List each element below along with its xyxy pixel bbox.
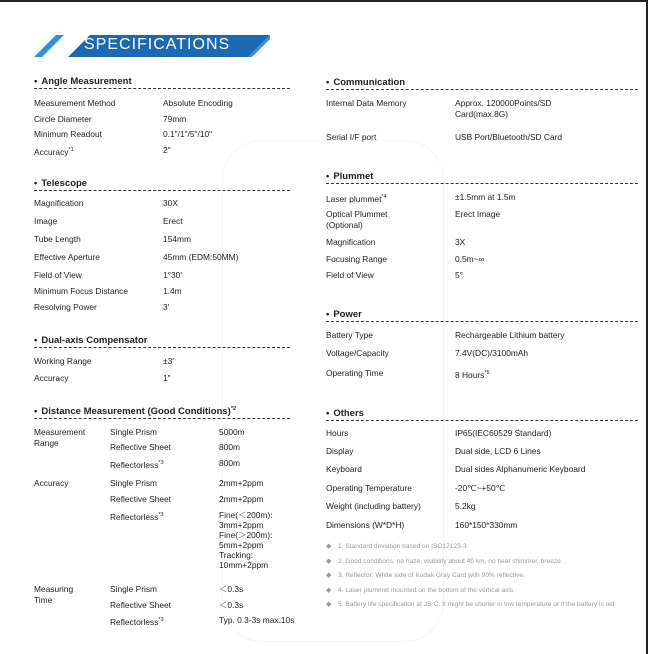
spec-label: Field of View [34, 270, 82, 280]
spec-value: Rechargeable Lithium battery [455, 330, 565, 340]
spec-value: Erect Image [455, 209, 501, 219]
top-border [0, 0, 648, 2]
spec-value: 45mm (EDM:50MM) [163, 252, 239, 262]
bullet: • [34, 406, 38, 418]
banner-stripe-accent [34, 35, 64, 57]
note-text: 3. Reflector: White side of Kodak Gray Card with 90% reflective. [338, 572, 525, 579]
spec-value: Dual sides Alphanumeric Keyboard [455, 464, 586, 474]
spec-label: Display [326, 446, 354, 456]
footnote-marker: *4 [381, 194, 387, 200]
section-title: Angle Measurement [41, 76, 132, 87]
spec-label: Circle Diameter [34, 114, 92, 124]
spec-label: Minimum Focus Distance [34, 286, 129, 296]
footnote [326, 558, 636, 567]
section-title: Communication [333, 77, 406, 88]
spec-value: ±3' [163, 356, 174, 366]
footnote [326, 601, 636, 610]
note-marker: ◆ [326, 601, 332, 608]
spec-label: Laser plummet$^{*4}$ [326, 193, 387, 204]
telescope-heading [34, 178, 87, 190]
measure-value: 5000m [219, 427, 245, 437]
distance-group-label: Accuracy [34, 478, 69, 488]
measure-mode: Reflectorless$^{*3}$ [110, 616, 164, 627]
note-text: 4. Laser plummet mounted on the bottom of the vertical axis. [338, 586, 516, 594]
measure-value: ＜0.3s [219, 600, 244, 610]
bullet: • [34, 335, 38, 346]
plummet-heading [326, 171, 373, 183]
spec-value: Approx. 120000Points/SD Card(max.8G) [455, 98, 552, 119]
spec-value: USB Port/Bluetooth/SD Card [455, 132, 563, 142]
spec-value: 1" [163, 373, 171, 383]
note-marker: ◆ [326, 572, 332, 579]
angle-heading [34, 76, 132, 88]
spec-value: Erect [163, 216, 183, 226]
footnote-marker: *3 [158, 460, 164, 466]
spec-label: Focusing Range [326, 254, 387, 264]
spec-value: 5° [455, 270, 464, 280]
section-title: Plummet [333, 171, 374, 182]
measure-mode: Reflectorless$^{*3}$ [110, 459, 164, 470]
others-divider [326, 420, 638, 421]
note-marker: ◆ [326, 586, 332, 594]
measure-value: Typ. 0.3-3s max.10s [219, 615, 295, 625]
measure-value: 2mm+2ppm [219, 494, 264, 504]
page-title: SPECIFICATIONS [84, 36, 231, 53]
note-marker: ◆ [326, 557, 332, 565]
spec-label: Operating Time [326, 368, 384, 378]
spec-label: Working Range [34, 356, 92, 366]
note-marker: ◆ [326, 543, 332, 550]
note-text: 2. Good conditions: no haze, visibility about 40 km, no heat shimmer, breeze. [338, 557, 563, 565]
spec-label: Magnification [34, 198, 84, 208]
spec-label: Hours [326, 428, 349, 438]
measure-mode: Single Prism [110, 478, 158, 488]
communication-heading [326, 77, 405, 89]
communication-divider [326, 89, 638, 90]
bullet: • [326, 77, 330, 88]
spec-label: Serial I/F port [326, 132, 377, 142]
footnote [326, 572, 636, 581]
footnote-marker: *3 [158, 512, 164, 518]
spec-value: 8 Hours$^{*5}$ [455, 369, 490, 380]
spec-label: Magnification [326, 237, 376, 247]
telescope-divider [34, 190, 290, 191]
spec-label: Voltage/Capacity [326, 348, 389, 358]
plummet-divider [326, 183, 638, 184]
spec-label: Minimum Readout [34, 129, 102, 139]
section-title: Others [333, 408, 364, 419]
spec-value: IP65(IEC60529 Standard) [455, 428, 552, 438]
distance-group-label: Measurement Range [34, 427, 86, 448]
measure-mode: Single Prism [110, 584, 158, 594]
spec-label: Battery Type [326, 330, 373, 340]
spec-label: Accuracy [34, 373, 69, 383]
measure-mode: Reflective Sheet [110, 442, 171, 452]
spec-label: Tube Length [34, 234, 81, 244]
spec-value: 30X [163, 198, 178, 208]
bullet: • [34, 76, 38, 87]
power-divider [326, 321, 638, 322]
distance-divider [34, 418, 290, 419]
section-title: Telescope [41, 178, 88, 189]
footnote-marker: *3 [158, 617, 164, 623]
spec-value: 7.4V(DC)/3100mAh [455, 348, 529, 358]
measure-mode: Reflectorless$^{*3}$ [110, 511, 164, 522]
spec-label: Effective Aperture [34, 252, 100, 262]
footnote-marker: *5 [484, 370, 490, 376]
power-heading [326, 309, 362, 321]
spec-value: 1.4m [163, 286, 182, 296]
compensator-divider [34, 347, 290, 348]
spec-label: Operating Temperature [326, 483, 412, 493]
spec-label: Optical Plummet (Optional) [326, 209, 388, 230]
measure-mode: Reflective Sheet [110, 600, 171, 610]
spec-value: 3' [163, 302, 170, 312]
footnote [326, 587, 636, 596]
measure-value: ＜0.3s [219, 584, 244, 594]
footnote-marker: *2 [230, 406, 237, 412]
section-title: Distance Measurement (Good Conditions)$^{*2}$ [41, 406, 237, 418]
measure-value: Fine(＜200m): 3mm+2ppm Fine(＞200m): 5mm+2ppm Tracking: 10mm+2ppm [219, 510, 273, 570]
spec-value: ±1.5mm at 1.5m [455, 192, 516, 202]
distance-group-label: Measuring Time [34, 584, 74, 605]
spec-value: 79mm [163, 114, 187, 124]
measure-mode: Single Prism [110, 427, 158, 437]
others-heading [326, 408, 364, 420]
spec-label: Dimensions (W*D*H) [326, 520, 405, 530]
spec-label: Weight (including battery) [326, 501, 421, 511]
spec-value: 2" [163, 145, 171, 155]
spec-value: Absolute Encoding [163, 98, 233, 108]
footnote-marker: *1 [68, 147, 74, 153]
measure-value: 800m [219, 458, 240, 468]
spec-label: Field of View [326, 270, 374, 280]
distance-heading [34, 406, 236, 418]
spec-label: Keyboard [326, 464, 362, 474]
spec-value: 0.1"/1"/5"/10" [163, 129, 213, 139]
spec-label: Accuracy$^{*1}$ [34, 146, 74, 157]
spec-value: 154mm [163, 234, 191, 244]
spec-value: 1°30' [163, 270, 182, 280]
measure-value: 2mm+2ppm [219, 478, 264, 488]
bullet: • [326, 171, 330, 182]
note-text: 1. Standard deviation based on ISO17123-3. [338, 543, 469, 550]
spec-value: 0.5m~∞ [455, 254, 485, 264]
angle-divider [34, 88, 290, 89]
footnote [326, 543, 636, 552]
measure-mode: Reflective Sheet [110, 494, 171, 504]
bullet: • [326, 408, 330, 419]
spec-label: Resolving Power [34, 302, 97, 312]
section-title: Power [333, 309, 362, 320]
section-title: Dual-axis Compensator [41, 335, 148, 346]
spec-label: Image [34, 216, 58, 226]
spec-value: 3X [455, 237, 466, 247]
spec-label: Internal Data Memory [326, 98, 407, 108]
spec-value: 160*150*330mm [455, 520, 518, 530]
measure-value: 800m [219, 442, 240, 452]
bullet: • [34, 178, 38, 189]
compensator-heading [34, 335, 147, 347]
spec-value: Dual side, LCD 6 Lines [455, 446, 541, 456]
spec-value: -20℃~+50℃ [455, 483, 506, 493]
spec-label: Measurement Method [34, 98, 116, 108]
note-text: 5. Battery life specification at 25°C. It might be shorter in low temperature or if the battery is old [338, 601, 615, 608]
footnotes [326, 543, 636, 616]
spec-value: 5.2kg [455, 501, 476, 511]
bullet: • [326, 309, 330, 320]
